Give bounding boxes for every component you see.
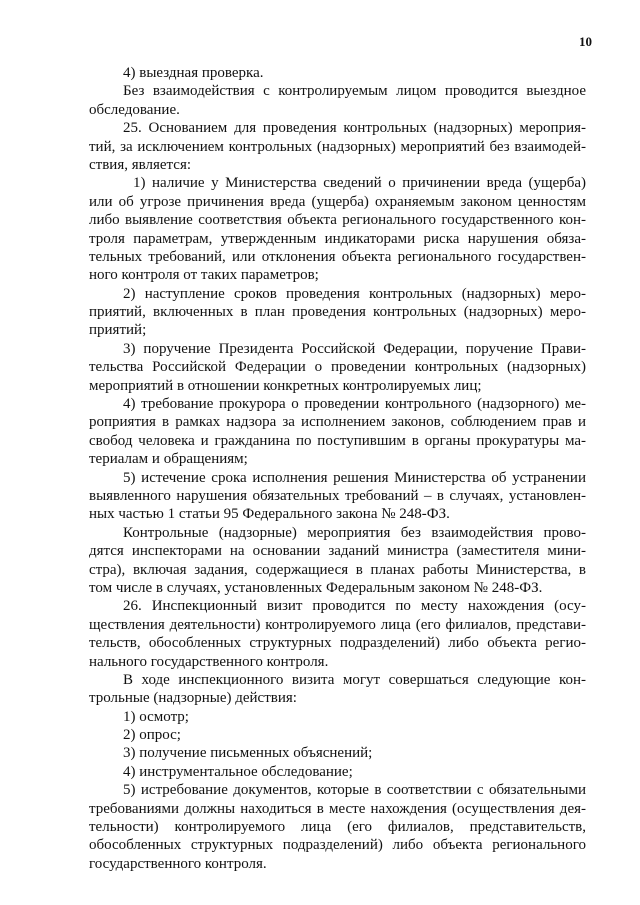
text-line: 2) опрос; xyxy=(123,727,181,744)
page-number: 10 xyxy=(579,34,592,49)
text-line: 5) истребование документов, которые в соответствии с обязательными xyxy=(123,782,586,799)
text-line: ствия, является: xyxy=(89,156,192,173)
text-line: стра), включая задания, содержащиеся в планах работы Министерства, в xyxy=(89,561,586,578)
text-line: 3) поручение Президента Российской Федерации, поручение Прави- xyxy=(123,340,586,357)
text-line: обследование. xyxy=(89,101,180,118)
text-line: 26. Инспекционный визит проводится по месту нахождения (осу- xyxy=(123,598,586,615)
text-line: териалам и обращениям; xyxy=(89,451,248,468)
text-line: трольные (надзорные) действия: xyxy=(89,690,297,707)
text-line: тельств, обособленных структурных подразделений) либо объекта регио- xyxy=(89,635,586,652)
text-line: ных частью 1 статьи 95 Федерального закона № 248-ФЗ. xyxy=(89,506,450,523)
text-line: тельства Российской Федерации о проведении контрольных (надзорных) xyxy=(89,359,586,376)
text-line: государственного контроля. xyxy=(89,855,267,872)
text-line: мероприятий в отношении конкретных контролируемых лиц; xyxy=(89,377,482,394)
text-line: 25. Основанием для проведения контрольных (надзорных) мероприя- xyxy=(123,120,586,137)
text-line: тельности) контролируемого лица (его филиалов, представительств, xyxy=(89,819,586,836)
text-line: ществления деятельности) контролируемого лица (его филиалов, представи- xyxy=(89,616,586,633)
text-line: или об угрозе причинения вреда (ущерба) охраняемым законом ценностям xyxy=(89,193,586,210)
text-line: свобод человека и гражданина по поступившим в органы прокуратуры ма- xyxy=(89,432,586,449)
text-line: 1) наличие у Министерства сведений о причинении вреда (ущерба) xyxy=(133,175,586,192)
text-line: дятся инспекторами на основании заданий министра (заместителя мини- xyxy=(89,543,586,560)
text-line: 4) инструментальное обследование; xyxy=(123,763,353,780)
text-line: тельных требований, или отклонения объекта регионального государствен- xyxy=(89,248,586,265)
text-line: приятий, включенных в план проведения контрольных (надзорных) меро- xyxy=(89,304,586,321)
text-line: 1) осмотр; xyxy=(123,708,189,725)
text-line: тий, за исключением контрольных (надзорных) мероприятий без взаимодей- xyxy=(89,138,586,155)
text-line: В ходе инспекционного визита могут совершаться следующие кон- xyxy=(123,671,586,688)
text-line: роприятия в рамках надзора за исполнением законов, соблюдением прав и xyxy=(89,414,586,431)
text-line: том числе в случаях, установленных Федеральным законом № 248-ФЗ. xyxy=(89,579,543,596)
text-line: троля параметрам, утвержденным индикаторами риска нарушения обяза- xyxy=(89,230,586,247)
text-line: либо выявление соответствия объекта регионального государственного кон- xyxy=(89,212,586,229)
text-line: 2) наступление сроков проведения контрольных (надзорных) меро- xyxy=(123,285,586,302)
text-line: 5) истечение срока исполнения решения Министерства об устранении xyxy=(123,469,586,486)
text-line: приятий; xyxy=(89,322,147,339)
text-line: ного контроля от таких параметров; xyxy=(89,267,319,284)
document-body xyxy=(89,64,586,873)
text-line: Контрольные (надзорные) мероприятия без взаимодействия прово- xyxy=(123,524,586,541)
text-line: обособленных структурных подразделений) либо объекта регионального xyxy=(89,837,586,854)
text-line: 4) выездная проверка. xyxy=(123,65,264,81)
text-line: выявленного нарушения обязательных требований – в случаях, установлен- xyxy=(89,487,586,504)
text-line: 4) требование прокурора о проведении контрольного (надзорного) ме- xyxy=(123,396,586,413)
text-line: нального государственного контроля. xyxy=(89,653,329,670)
text-line: Без взаимодействия с контролируемым лицом проводится выездное xyxy=(123,83,586,100)
text-line: требованиями должны находиться в месте нахождения (осуществления дея- xyxy=(89,800,586,817)
text-line: 3) получение письменных объяснений; xyxy=(123,745,373,762)
